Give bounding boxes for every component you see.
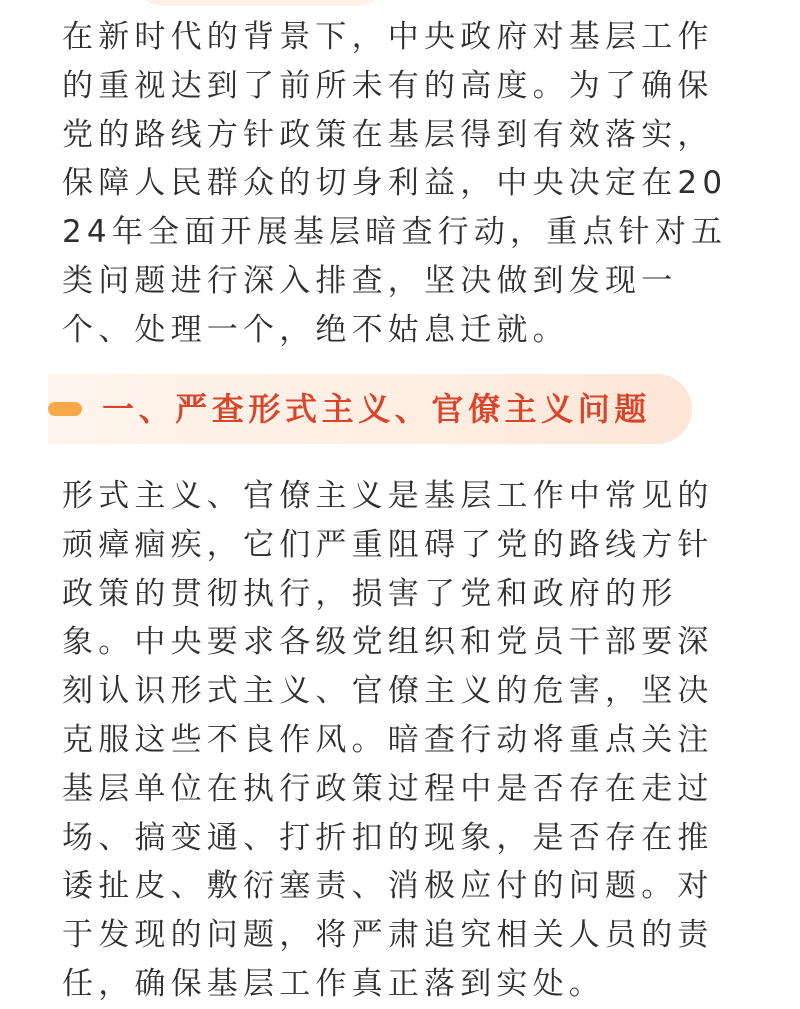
intro-paragraph: 在新时代的背景下，中央政府对基层工作的重视达到了前所未有的高度。为了确保党的路线方针政策在基层得到有效落实，保障人民群众的切身利益，中央决定在2024年全面开展基层暗查行动，重点针对五类问题进行深入排查，坚决做到发现一个、处理一个，绝不姑息迁就。 [62, 19, 728, 348]
section-body-paragraph: 形式主义、官僚主义是基层工作中常见的顽瘴痼疾，它们严重阻碍了党的路线方针政策的贯彻执行，损害了党和政府的形象。中央要求各级党组织和党员干部要深刻认识形式主义、官僚主义的危害，坚决克服这些不良作风。暗查行动将重点关注基层单位在执行政策过程中是否存在走过场、搞变通、打折扣的现象，是否存在推诿扯皮、敷衍塞责、消极应付的问题。对于发现的问题，将严肃追究相关人员的责任，确保基层工作真正落到实处。 [62, 478, 714, 1002]
header-pill-icon [48, 402, 82, 416]
top-decoration [130, 0, 390, 6]
section-header [48, 374, 692, 444]
section-title: 一、严查形式主义、官僚主义问题 [102, 390, 652, 428]
